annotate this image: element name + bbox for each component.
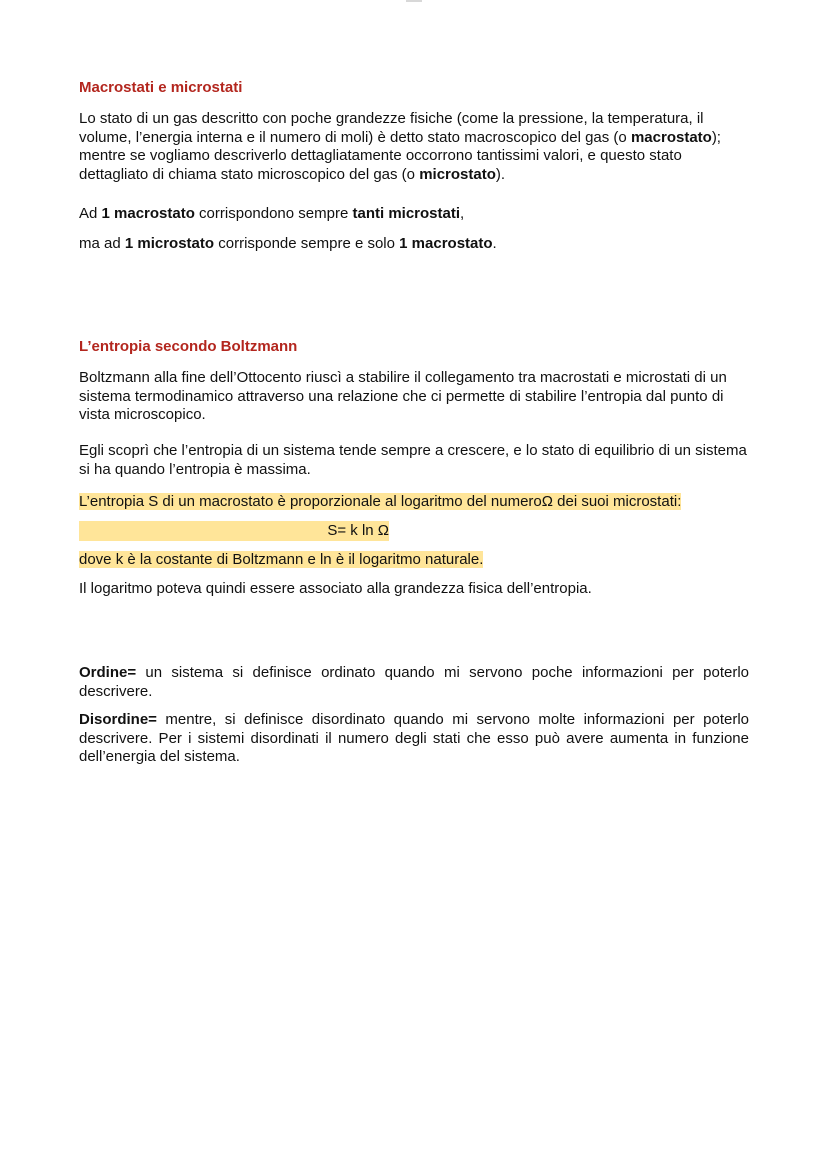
section-title-macrostati: Macrostati e microstati [79, 79, 243, 96]
text-run: ); mentre se vogliamo descriverlo dettagliatamente occorrono tantissimi valori, e questo stato dettagliato di chiama stato microscopico del gas (o [79, 128, 721, 183]
paragraph-constant-definition [79, 551, 483, 570]
text-run: ). [495, 165, 506, 183]
bold-term-macrostato: macrostato [630, 128, 712, 146]
text-run: Ad [79, 205, 102, 222]
paragraph-boltzmann-intro: Boltzmann alla fine dell’Ottocento riuscì a stabilire il collegamento tra macrostati e microstati di un sistema termodinamico attraverso una relazione che ci permette di stabilire l’entropia dal punto di vista microscopico. [79, 369, 727, 423]
paragraph-micro-to-macro [79, 235, 497, 254]
highlighted-text: L’entropia S di un macrostato è proporzionale al logaritmo del numeroΩ dei suoi microstati: [79, 493, 682, 510]
formula-text: S= k ln Ω [327, 522, 389, 539]
term-ordine: Ordine= [79, 664, 137, 681]
bold-term-microstato: microstato [419, 165, 496, 183]
text-run: ma ad [79, 235, 125, 252]
highlighted-text: dove k è la costante di Boltzmann e ln è il logaritmo naturale. [79, 551, 484, 568]
bold-term: 1 microstato [124, 235, 215, 252]
paragraph-entropy-growth: Egli scoprì che l’entropia di un sistema tende sempre a crescere, e lo stato di equilibrio di un sistema si ha quando l’entropia è massima. [79, 442, 747, 478]
bold-term: tanti microstati [352, 205, 461, 222]
bold-term: 1 macrostato [101, 205, 195, 222]
definition-text: un sistema si definisce ordinato quando mi servono poche informazioni per poterlo descrivere. [79, 664, 749, 700]
section-title-boltzmann: L’entropia secondo Boltzmann [79, 338, 298, 355]
paragraph-entropy-proportional [79, 493, 681, 512]
paragraph-logarithm-entropy: Il logaritmo poteva quindi essere associato alla grandezza fisica dell’entropia. [79, 580, 592, 597]
bold-term: 1 macrostato [399, 235, 493, 252]
definition-text: mentre, si definisce disordinato quando mi servono molte informazioni per poterlo descrivere. Per i sistemi disordinati il numero degli stati che esso può avere aumenta in funzione dell’energia del sistema. [79, 711, 749, 765]
text-run: corrisponde sempre e solo [214, 235, 400, 252]
paragraph-disordine [79, 711, 749, 767]
term-disordine: Disordine= [79, 711, 157, 728]
page-top-marker [406, 0, 422, 2]
formula-boltzmann [79, 521, 389, 541]
paragraph-ordine [79, 664, 749, 701]
paragraph-macrostato-definition [79, 110, 749, 184]
text-run: corrispondono sempre [194, 205, 353, 222]
text-run: Lo stato di un gas descritto con poche grandezze fisiche (come la pressione, la temperatura, il volume, l’energia interna e il numero di moli) è detto stato macroscopico del gas (o [79, 110, 704, 146]
text-run: , [460, 205, 465, 222]
paragraph-macro-to-micro [79, 205, 464, 224]
text-run: . [492, 235, 497, 252]
